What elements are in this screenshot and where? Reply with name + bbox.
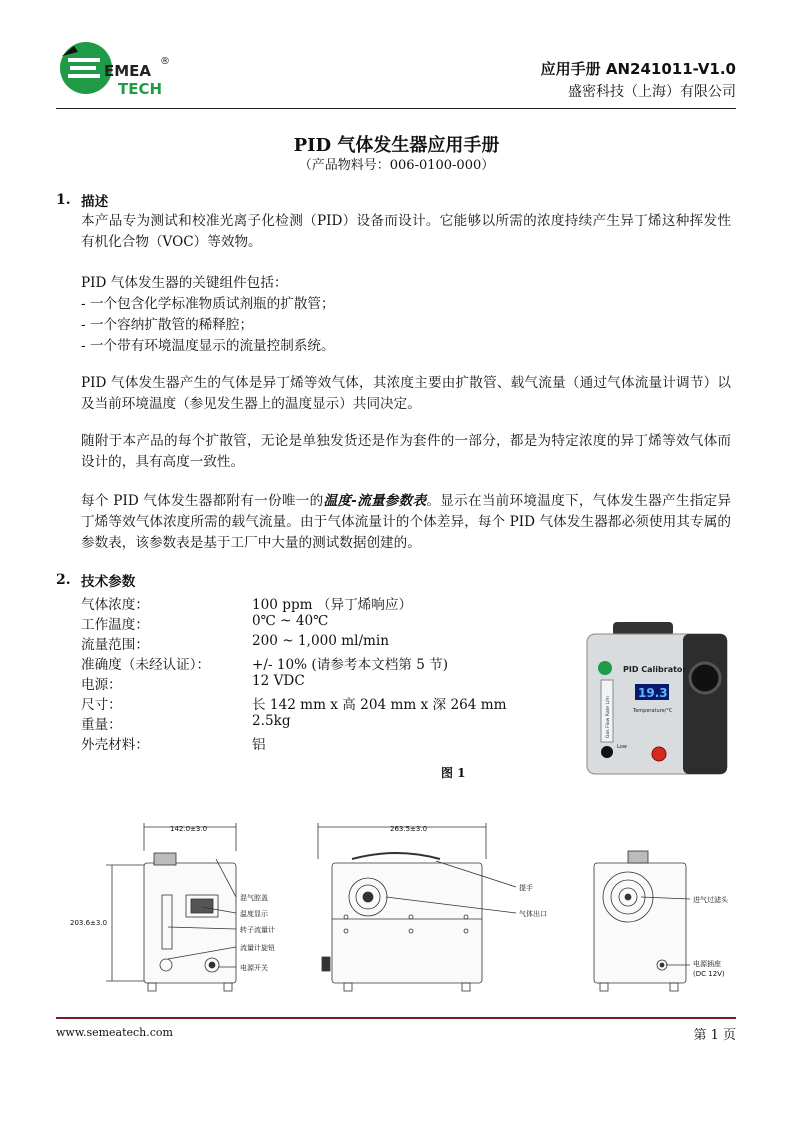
spec-key: 尺寸： xyxy=(81,697,122,713)
header-right xyxy=(541,58,736,101)
company-name: 盛密科技（上海）有限公司 xyxy=(568,84,736,100)
spec-key: 流量范围： xyxy=(81,637,149,653)
figure-label: 图 1 xyxy=(441,766,466,780)
callout-power-socket-spec: (DC 12V) xyxy=(693,970,725,978)
section-1-paragraph-1 xyxy=(81,211,731,253)
spec-key: 气体浓度： xyxy=(81,597,149,613)
logo-text-line1: EMEA xyxy=(104,62,152,80)
callout-power-socket: 电源插座 xyxy=(693,960,721,968)
section-1-paragraph-3 xyxy=(81,373,731,415)
spec-key: 电源： xyxy=(81,677,122,693)
logo-registered: ® xyxy=(160,56,170,67)
paragraph-text: 每个 PID 气体发生器都附有一份唯一的 xyxy=(81,493,324,509)
spec-value: 100 ppm （异丁烯响应） xyxy=(252,597,413,613)
component-item: - 一个包含化学标准物质试剂瓶的扩散管； xyxy=(81,296,335,312)
components-intro: PID 气体发生器的关键组件包括： xyxy=(81,275,288,291)
document-subtitle: （产品物料号：006-0100-000） xyxy=(298,158,495,173)
photo-label: PID Calibrator xyxy=(623,665,687,674)
photo-flow-label: Gas Flow Rate L/m xyxy=(606,696,611,738)
spec-value: 长 142 mm x 高 204 mm x 深 264 mm xyxy=(252,697,507,713)
gas-outlet-icon xyxy=(690,663,720,693)
spec-key: 重量： xyxy=(81,717,122,733)
header-divider xyxy=(56,108,736,109)
photo-temp-label: Temperature/°C xyxy=(633,708,673,714)
paragraph-text: PID 气体发生器产生的气体是异丁烯等效气体，其浓度主要由扩散管、载气流量（通过气体流量计调节）以及当前环境温度（参见发生器上的温度显示）共同决定。 xyxy=(81,375,731,412)
photo-logo-icon xyxy=(598,661,612,675)
spec-key: 准确度（未经认证）： xyxy=(81,657,211,673)
dim-width-front: 142.0±3.0 xyxy=(170,825,208,833)
doc-code: 应用手册 AN241011-V1.0 xyxy=(540,60,736,78)
callout-inlet-filter: 进气过滤头 xyxy=(693,896,728,904)
spec-value: 铝 xyxy=(252,737,266,753)
company-logo xyxy=(56,38,176,102)
callout-temperature-display: 温度显示 xyxy=(240,910,268,918)
technical-drawings xyxy=(56,815,746,1005)
spec-value: 200 ~ 1,000 ml/min xyxy=(252,633,390,649)
document-title: PID 气体发生器应用手册 xyxy=(293,135,500,156)
spec-value: 0℃ ~ 40℃ xyxy=(252,613,329,629)
callout-power-switch: 电源开关 xyxy=(240,964,268,972)
section-1-title: 描述 xyxy=(81,194,109,210)
photo-low-label: Low xyxy=(617,744,627,750)
callout-gas-outlet: 气体出口 xyxy=(519,910,547,918)
flow-knob-icon xyxy=(601,746,613,758)
paragraph-text: 随附于本产品的每个扩散管，无论是单独发货还是作为套件的一部分，都是为特定浓度的异丁烯等效气体而设计的，具有高度一致性。 xyxy=(81,433,731,470)
component-item: - 一个容纳扩散管的稀释腔； xyxy=(81,317,254,333)
component-item: - 一个带有环境温度显示的流量控制系统。 xyxy=(81,338,335,354)
section-2-number: 2. xyxy=(56,572,71,588)
spec-value: 12 VDC xyxy=(252,673,305,689)
section-1-paragraph-5 xyxy=(81,491,731,554)
dim-depth: 263.5±3.0 xyxy=(390,825,428,833)
section-2-title: 技术参数 xyxy=(81,574,136,590)
spec-value: +/- 10% (请参考本文档第 5 节) xyxy=(252,657,449,673)
spec-value: 2.5kg xyxy=(252,713,291,729)
spec-key: 外壳材料： xyxy=(81,737,149,753)
callout-mixing-chamber-cover: 混气腔盖 xyxy=(240,894,268,902)
power-switch-icon xyxy=(652,747,666,761)
paragraph-text: 。显示在当前环境温度下，气体发生器产生指定异丁烯等效气体浓度所需的载气流量。由于气体流量计的个体差异，每个 PID 气体发生器都必须使用其专属的参数表，该参数表是基于工厂中大量的测试数据创建的。 xyxy=(81,493,732,551)
section-1-number: 1. xyxy=(56,192,71,208)
parameter-table-emphasis: 温度-流量参数表 xyxy=(323,493,427,509)
footer-divider xyxy=(56,1017,736,1019)
footer-url[interactable]: www.semeatech.com xyxy=(56,1026,173,1039)
page-number: 第 1 页 xyxy=(693,1028,736,1043)
product-photo xyxy=(583,620,733,780)
dim-height: 203.6±3.0 xyxy=(70,919,108,927)
section-1-paragraph-4 xyxy=(81,431,731,473)
callout-flow-knob: 流量计旋钮 xyxy=(240,944,275,952)
logo-text-line2: TECH xyxy=(118,80,163,98)
photo-temperature-display: 19.3 xyxy=(638,686,668,700)
spec-key: 工作温度： xyxy=(81,617,149,633)
section-1-components xyxy=(81,273,731,357)
callout-handle: 提手 xyxy=(519,884,533,892)
paragraph-text: 本产品专为测试和校准光离子化检测（PID）设备而设计。它能够以所需的浓度持续产生异丁烯这种挥发性有机化合物（VOC）等效物。 xyxy=(81,213,731,250)
callout-rotameter: 转子流量计 xyxy=(240,926,275,934)
